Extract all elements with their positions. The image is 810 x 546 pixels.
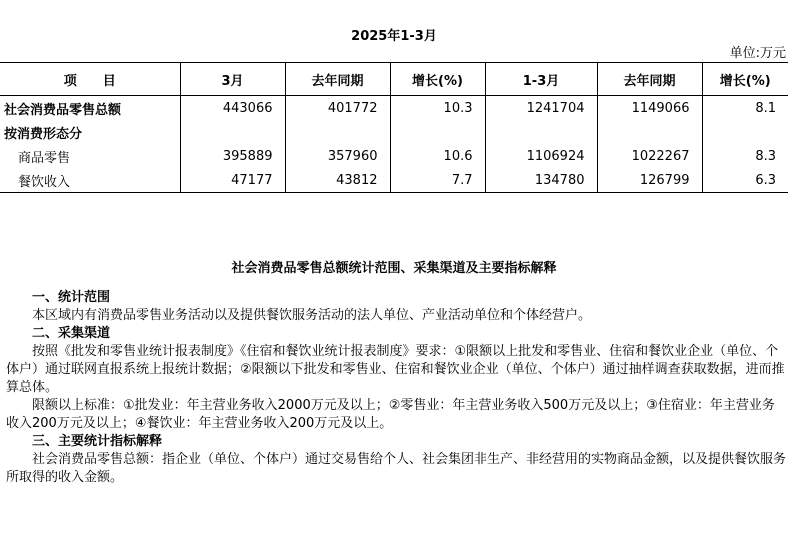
col-header-jan-mar: 1-3月 [485,63,597,96]
table-header-row [0,63,788,96]
section-text-channels: 按照《批发和零售业统计报表制度》《住宿和餐饮业统计报表制度》要求：①限额以上批发和零售业、住宿和餐饮业企业（单位、个体户）通过联网直报系统上报统计数据；②限额以下批发和零售业、住宿和餐饮业企业（单位、个体户）通过抽样调查获取数据，进而推算总体。 [6,344,785,395]
retail-sales-table [0,62,788,193]
table-row [0,144,788,168]
table-cell [285,120,390,144]
table-cell: 1241704 [485,96,597,121]
section-text-definitions: 社会消费品零售总额：指企业（单位、个体户）通过交易售给个人、社会集团非生产、非经营用的实物商品金额，以及提供餐饮服务所取得的收入金额。 [6,452,787,485]
unit-label: 单位:万元 [729,46,786,61]
row-label: 按消费形态分 [4,126,83,142]
table-cell [597,120,702,144]
section-text-threshold: 限额以上标准：①批发业：年主营业务收入2000万元及以上；②零售业：年主营业务收入500万元及以上；③住宿业：年主营业务收入200万元及以上；④餐饮业：年主营业务收入200万元及以上。 [6,398,775,431]
table-row [0,168,788,193]
row-label: 商品零售 [18,150,71,166]
table-cell: 443066 [180,96,285,121]
table-row [0,120,788,144]
table-cell: 8.1 [702,96,788,121]
section-text-scope: 本区域内有消费品零售业务活动以及提供餐饮服务活动的法人单位、产业活动单位和个体经营户。 [32,308,592,323]
col-header-march: 3月 [180,63,285,96]
notes-title: 社会消费品零售总额统计范围、采集渠道及主要指标解释 [231,261,557,276]
table-cell [180,120,285,144]
table-row [0,96,788,121]
table-cell: 395889 [180,144,285,168]
row-label: 餐饮收入 [0,168,180,193]
table-cell: 126799 [597,168,702,193]
table-cell [702,120,788,144]
section-heading-channels: 二、采集渠道 [32,326,111,341]
table-cell: 134780 [485,168,597,193]
col-header-item: 项 目 [0,63,180,96]
table-cell: 8.3 [702,144,788,168]
table-cell: 401772 [285,96,390,121]
table-cell: 47177 [180,168,285,193]
table-cell: 1106924 [485,144,597,168]
table-cell [485,120,597,144]
table-cell: 357960 [285,144,390,168]
section-heading-scope: 一、统计范围 [32,290,111,305]
notes-body [6,289,786,487]
table-cell: 43812 [285,168,390,193]
report-period: 2025年1-3月 [351,29,437,44]
table-cell: 1022267 [597,144,702,168]
row-label: 社会消费品零售总额 [4,102,122,118]
table-cell: 6.3 [702,168,788,193]
table-cell: 10.6 [390,144,485,168]
col-header-march-growth: 增长(%) [390,63,485,96]
table-cell: 7.7 [390,168,485,193]
table-cell: 1149066 [597,96,702,121]
col-header-jan-mar-growth: 增长(%) [702,63,788,96]
table-cell [390,120,485,144]
table-cell: 10.3 [390,96,485,121]
section-heading-definitions: 三、主要统计指标解释 [32,434,163,449]
col-header-march-last-year: 去年同期 [285,63,390,96]
col-header-jan-mar-last-year: 去年同期 [597,63,702,96]
